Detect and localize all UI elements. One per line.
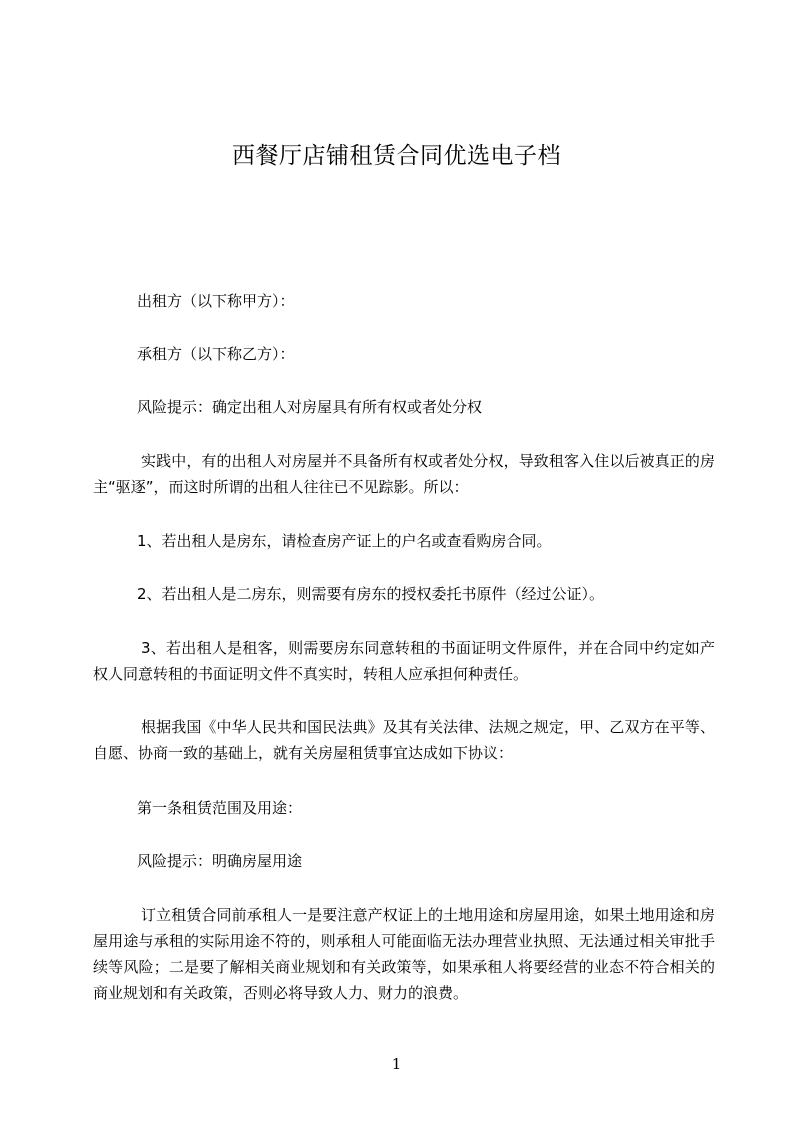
page-number: 1 <box>391 1055 402 1073</box>
paragraph-item-1: 1、若出租人是房东，请检查房产证上的户名或查看购房合同。 <box>137 532 552 550</box>
paragraph-lessee: 承租方（以下称乙方）： <box>137 345 295 363</box>
paragraph-item-3: 3、若出租人是租客，则需要房东同意转租的书面证明文件原件，并在合同中约定如产权人同意转租的书面证明文件不真实时，转租人应承担何种责任。 <box>93 639 715 683</box>
paragraph-legal-basis: 根据我国《中华人民共和国民法典》及其有关法律、法规之规定，甲、乙双方在平等、自愿、协商一致的基础上，就有关房屋租赁事宜达成如下协议： <box>93 718 715 762</box>
paragraph-usage-detail: 订立租赁合同前承租人一是要注意产权证上的土地用途和房屋用途，如果土地用途和房屋用途与承租的实际用途不符的，则承租人可能面临无法办理营业执照、无法通过相关审批手续等风险；二是要了解相关商业规划和有关政策等，如果承租人将要经营的业态不符合相关的商业规划和有关政策，否则必将导致人力、财力的浪费。 <box>93 906 715 1002</box>
paragraph-lessor: 出租方（以下称甲方）： <box>137 292 295 310</box>
paragraph-practice: 实践中，有的出租人对房屋并不具备所有权或者处分权，导致租客入住以后被真正的房主“驱逐”，而这时所谓的出租人往往已不见踪影。所以： <box>93 452 715 496</box>
paragraph-article-1: 第一条租赁范围及用途： <box>137 799 303 817</box>
paragraph-risk-usage: 风险提示：明确房屋用途 <box>137 852 303 870</box>
document-title: 西餐厅店铺租赁合同优选电子档 <box>232 143 561 169</box>
paragraph-risk-ownership: 风险提示：确定出租人对房屋具有所有权或者处分权 <box>137 398 483 416</box>
paragraph-item-2: 2、若出租人是二房东，则需要有房东的授权委托书原件（经过公证）。 <box>137 585 605 603</box>
